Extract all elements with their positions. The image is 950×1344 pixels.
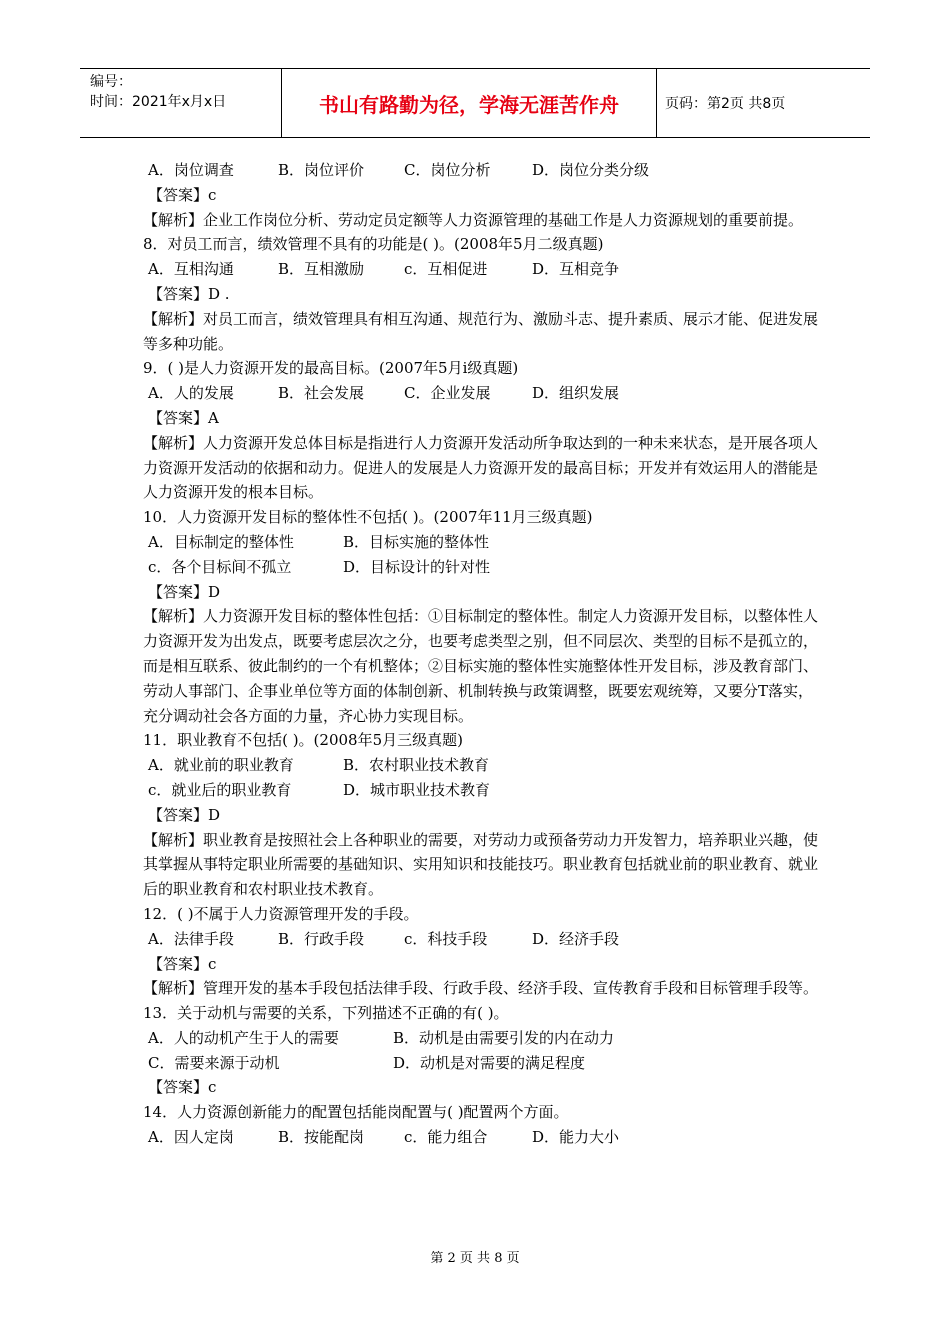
q11-answer: 【答案】D — [148, 805, 221, 824]
code-label: 编号： — [90, 74, 132, 90]
option: B．岗位评价 — [278, 161, 365, 179]
motto: 书山有路勤为径，学海无涯苦作舟 — [282, 69, 657, 137]
q10-question: 10．人力资源开发目标的整体性不包括( )。(2007年11月三级真题) — [143, 508, 593, 527]
option: D．岗位分类分级 — [532, 161, 650, 179]
q8-answer: 【答案】D . — [148, 284, 230, 303]
page-info: 页码：第2页 共8页 — [665, 96, 786, 112]
q8-explanation: 【解析】对员工而言，绩效管理具有相互沟通、规范行为、激励斗志、提升素质、展示才能、促进发展等多种功能。 — [143, 309, 819, 353]
option: A．就业前的职业教育 — [148, 756, 294, 775]
q7-answer: 【答案】c — [148, 185, 217, 204]
option: C．岗位分析 — [404, 161, 491, 179]
option: D．城市职业技术教育 — [343, 780, 491, 799]
option: A．法律手段 — [148, 929, 234, 948]
option: D．目标设计的针对性 — [343, 557, 491, 576]
option: c．科技手段 — [404, 929, 488, 948]
option: c．能力组合 — [404, 1128, 488, 1147]
q12-options — [143, 927, 823, 952]
q11-question: 11．职业教育不包括( )。(2008年5月三级真题) — [143, 731, 463, 750]
option: D．组织发展 — [532, 384, 620, 403]
q14-options — [143, 1125, 823, 1150]
option: A．因人定岗 — [148, 1128, 234, 1147]
option: A．人的动机产生于人的需要 — [148, 1028, 339, 1047]
q9-explanation: 【解析】人力资源开发总体目标是指进行人力资源开发活动所争取达到的一种未来状态，是开展各项人力资源开发活动的依据和动力。促进人的发展是人力资源开发的最高目标；开发并有效运用人的潜能是人力资源开发的根本目标。 — [143, 433, 819, 502]
q13-options-row2 — [143, 1051, 823, 1076]
option: A．人的发展 — [148, 384, 234, 403]
option: C．企业发展 — [404, 384, 491, 403]
option: D．能力大小 — [532, 1128, 620, 1147]
q9-answer: 【答案】A — [148, 408, 219, 427]
q9-options — [143, 381, 823, 406]
option: D．动机是对需要的满足程度 — [393, 1053, 586, 1072]
option: c．就业后的职业教育 — [148, 780, 292, 799]
q7-options — [143, 158, 823, 183]
page-header — [80, 68, 870, 138]
option: B．按能配岗 — [278, 1128, 365, 1147]
q10-answer: 【答案】D — [148, 582, 221, 601]
option: D．经济手段 — [532, 929, 620, 948]
q8-question: 8．对员工而言，绩效管理不具有的功能是( )。(2008年5月二级真题) — [143, 235, 604, 254]
option: D．互相竞争 — [532, 260, 620, 279]
time-label: 时间：2021年x月x日 — [90, 94, 227, 110]
q13-options-row1 — [143, 1026, 823, 1051]
q13-question: 13．关于动机与需要的关系，下列描述不正确的有( )。 — [143, 1004, 509, 1023]
q8-options — [143, 257, 823, 282]
option: B．社会发展 — [278, 384, 365, 403]
q11-explanation: 【解析】职业教育是按照社会上各种职业的需要，对劳动力或预备劳动力开发智力，培养职业兴趣，使其掌握从事特定职业所需要的基础知识、实用知识和技能技巧。职业教育包括就业前的职业教育、就业后的职业教育和农村职业技术教育。 — [143, 830, 819, 899]
document-body — [143, 158, 823, 1150]
q10-explanation: 【解析】人力资源开发目标的整体性包括：①目标制定的整体性。制定人力资源开发目标，以整体性人力资源开发为出发点，既要考虑层次之分，也要考虑类型之别，但不同层次、类型的目标不是孤立的，而是相互联系、彼此制约的一个有机整体；②目标实施的整体性实施整体性开发目标，涉及教育部门、劳动人事部门、企事业单位等方面的体制创新、机制转换与政策调整，既要宏观统筹，又要分T落实，充分调动社会各方面的力量，齐心协力实现目标。 — [143, 607, 819, 725]
q14-question: 14．人力资源创新能力的配置包括能岗配置与( )配置两个方面。 — [143, 1103, 569, 1122]
q10-options-row1 — [143, 530, 823, 555]
q9-question: 9．( )是人力资源开发的最高目标。(2007年5月i级真题) — [143, 359, 519, 378]
q10-options-row2 — [143, 555, 823, 580]
q11-options-row1 — [143, 753, 823, 778]
q12-answer: 【答案】c — [148, 954, 217, 973]
option: B．目标实施的整体性 — [343, 532, 490, 551]
q7-explanation: 【解析】企业工作岗位分析、劳动定员定额等人力资源管理的基础工作是人力资源规划的重要前提。 — [143, 210, 804, 229]
header-info-cell — [80, 69, 282, 137]
option: B．动机是由需要引发的内在动力 — [393, 1028, 615, 1047]
option: c．互相促进 — [404, 260, 488, 279]
q12-explanation: 【解析】管理开发的基本手段包括法律手段、行政手段、经济手段、宣传教育手段和目标管理手段等。 — [143, 979, 819, 998]
option: B．互相激励 — [278, 260, 365, 279]
option: C．需要来源于动机 — [148, 1053, 280, 1072]
option: A．互相沟通 — [148, 260, 234, 279]
option: A．目标制定的整体性 — [148, 532, 294, 551]
q11-options-row2 — [143, 778, 823, 803]
option: A．岗位调查 — [148, 161, 234, 179]
q12-question: 12．( )不属于人力资源管理开发的手段。 — [143, 904, 419, 923]
option: c．各个目标间不孤立 — [148, 557, 292, 576]
page-footer: 第 2 页 共 8 页 — [430, 1251, 520, 1266]
option: B．农村职业技术教育 — [343, 756, 490, 775]
option: B．行政手段 — [278, 929, 365, 948]
q13-answer: 【答案】c — [148, 1078, 217, 1097]
